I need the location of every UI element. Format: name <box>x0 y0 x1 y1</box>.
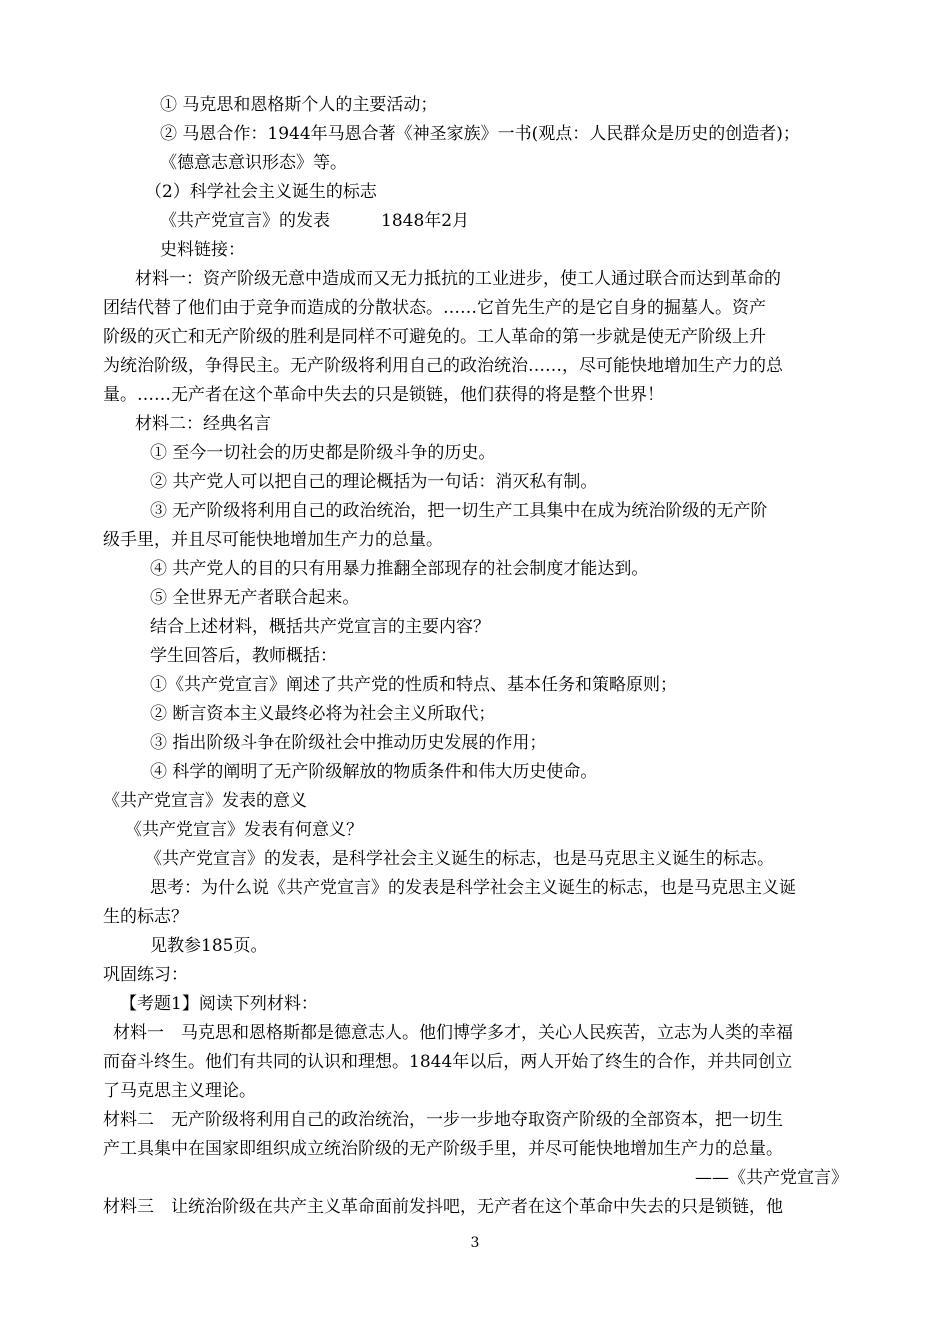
text-line: 见教参185页。 <box>150 936 268 956</box>
text-line: ② 马恩合作：1944年马恩合著《神圣家族》一书(观点：人民群众是历史的创造者)； <box>160 124 800 144</box>
text-line: 级手里，并且尽可能快地增加生产力的总量。 <box>103 530 443 550</box>
question-heading: 【考题1】阅读下列材料： <box>120 994 318 1014</box>
text-line: 而奋斗终生。他们有共同的认识和理想。1844年以后，两人开始了终生的合作，并共同创立 <box>103 1052 793 1072</box>
section-heading: 《共产党宣言》发表的意义 <box>103 791 307 811</box>
text-line: ③ 指出阶级斗争在阶级社会中推动历史发展的作用； <box>150 733 547 753</box>
text-line: 为统治阶级，争得民主。无产阶级将利用自己的政治统治……，尽可能快地增加生产力的总 <box>103 356 783 376</box>
text-line: 《德意志意识形态》等。 <box>160 153 347 173</box>
text-line: 思考：为什么说《共产党宣言》的发表是科学社会主义诞生的标志，也是马克思主义诞 <box>150 878 796 898</box>
text-line: 了马克思主义理论。 <box>103 1081 256 1101</box>
text-line: ① 至今一切社会的历史都是阶级斗争的历史。 <box>150 443 496 463</box>
text-line: ④ 科学的阐明了无产阶级解放的物质条件和伟大历史使命。 <box>150 762 598 782</box>
text-line: ④ 共产党人的目的只有用暴力推翻全部现存的社会制度才能达到。 <box>150 559 649 579</box>
text-line: 团结代替了他们由于竞争而造成的分散状态。……它首先生产的是它自身的掘墓人。资产 <box>103 298 766 318</box>
text-line: 材料一：资产阶级无意中造成而又无力抵抗的工业进步，使工人通过联合而达到革命的 <box>135 269 781 289</box>
text-line: ⑤ 全世界无产者联合起来。 <box>150 588 360 608</box>
quote-source: ——《共产党宣言》 <box>695 1168 848 1188</box>
text-line: 材料二：经典名言 <box>135 414 271 434</box>
text-line: 《共产党宣言》的发表，是科学社会主义诞生的标志，也是马克思主义诞生的标志。 <box>145 849 774 869</box>
page-number: 3 <box>470 1235 480 1251</box>
text-line: ② 共产党人可以把自己的理论概括为一句话：消灭私有制。 <box>150 472 598 492</box>
text-line: 生的标志？ <box>103 907 188 927</box>
text-line: 材料二 无产阶级将利用自己的政治统治，一步一步地夺取资产阶级的全部资本，把一切生 <box>103 1110 783 1130</box>
text-line: ③ 无产阶级将利用自己的政治统治，把一切生产工具集中在成为统治阶级的无产阶 <box>150 501 768 521</box>
text-line: ① 马克思和恩格斯个人的主要活动； <box>160 95 438 115</box>
text-line: 量。……无产者在这个革命中失去的只是锁链，他们获得的将是整个世界！ <box>103 385 664 405</box>
text-line: ①《共产党宣言》阐述了共产党的性质和特点、基本任务和策略原则； <box>150 675 677 695</box>
text-line: ② 断言资本主义最终必将为社会主义所取代； <box>150 704 496 724</box>
text-line: 产工具集中在国家即组织成立统治阶级的无产阶级手里，并尽可能快地增加生产力的总量。 <box>103 1139 783 1159</box>
text-line: 结合上述材料，概括共产党宣言的主要内容？ <box>150 617 490 637</box>
text-line: 史料链接： <box>160 240 245 260</box>
text-line: 材料一 马克思和恩格斯都是德意志人。他们博学多才，关心人民疾苦，立志为人类的幸福 <box>113 1023 793 1043</box>
text-line: 阶级的灭亡和无产阶级的胜利是同样不可避免的。工人革命的第一步就是使无产阶级上升 <box>103 327 766 347</box>
text-line: 学生回答后，教师概括： <box>150 646 337 666</box>
text-line: 材料三 让统治阶级在共产主义革命面前发抖吧，无产者在这个革命中失去的只是锁链，他 <box>103 1197 783 1217</box>
text-line: 《共产党宣言》发表有何意义？ <box>125 820 363 840</box>
section-heading: （2）科学社会主义诞生的标志 <box>145 182 377 202</box>
section-heading: 巩固练习： <box>103 965 188 985</box>
text-line: 《共产党宣言》的发表 1848年2月 <box>160 211 470 231</box>
